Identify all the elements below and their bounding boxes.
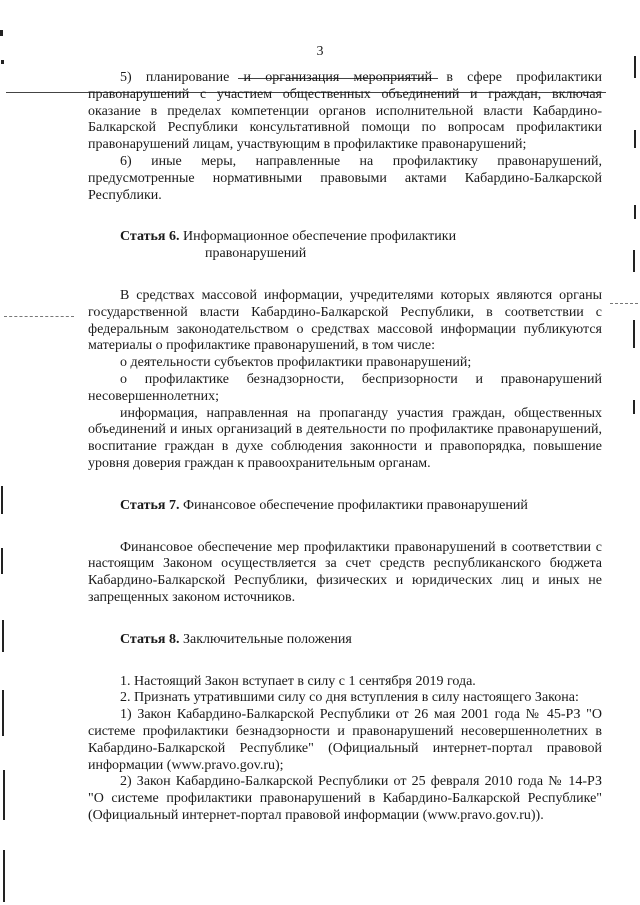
article-8-paragraph-2: 2. Признать утратившими силу со дня вступления в силу настоящего Закона: — [120, 690, 579, 706]
scan-dashed-line-right — [610, 303, 638, 304]
scan-mark-left-3 — [1, 486, 3, 514]
article-6-bullet-1: о деятельности субъектов профилактики правонарушений; — [120, 355, 472, 371]
list-item-5: 5) планирование и организация мероприятий в сфере профилактики правонарушений с участием общественных объединений и граждан, включая оказание в пределах компетенции органов исполнительной власти Кабардино-Балкарской Республики консультативной помощи по вопросам профилактики правонарушений лицам, участвующим в профилактике правонарушений; — [88, 70, 602, 153]
scan-mark-left-7 — [3, 770, 5, 820]
scan-mark-right-4 — [633, 250, 635, 272]
scan-mark-right-2 — [634, 130, 636, 148]
scan-mark-top-left-2 — [1, 60, 4, 64]
document-body — [88, 70, 602, 825]
scan-dashed-line-left — [4, 316, 74, 317]
article-6-intro: В средствах массовой информации, учредителями которых являются органы государственной власти Кабардино-Балкарской Республики, в соответствии с федеральным законодательством о средствах массовой информации публикуются материалы о профилактике правонарушений, в том числе: — [88, 287, 602, 354]
scan-mark-right-3 — [634, 205, 636, 219]
scan-mark-right-5 — [633, 320, 635, 348]
page-number: 3 — [316, 44, 324, 59]
article-6-number: Статья 6. — [120, 229, 180, 245]
scan-mark-left-8 — [3, 850, 5, 902]
article-6-bullet-3: информация, направленная на пропаганду участия граждан, общественных объединений и иных организаций в деятельности по профилактике правонарушений, воспитание граждан в духе соблюдения законности и правопорядка, повышение уровня доверия граждан к правоохранительным органам. — [88, 405, 602, 471]
article-8-paragraph-1: 1. Настоящий Закон вступает в силу с 1 сентября 2019 года. — [120, 673, 476, 689]
list-item-6: 6) иные меры, направленные на профилактику правонарушений, предусмотренные нормативными правовыми актами Кабардино-Балкарской Республики. — [88, 153, 602, 203]
article-6-heading — [88, 229, 602, 263]
article-8-paragraph-4: 2) Закон Кабардино-Балкарской Республики от 25 февраля 2010 года № 14-РЗ "О системе профилактики правонарушений в Кабардино-Балкарской Республике" (Официальный интернет-портал правовой информации (www.pravo.gov.ru)). — [88, 774, 602, 823]
scan-mark-top-left-1 — [0, 30, 3, 36]
article-7-heading — [88, 498, 602, 515]
scan-mark-left-6 — [2, 690, 4, 736]
article-8-number: Статья 8. — [120, 631, 180, 647]
scan-mark-right-6 — [633, 400, 635, 414]
article-8-heading — [88, 632, 602, 649]
article-7-body: Финансовое обеспечение мер профилактики правонарушений в соответствии с настоящим Законом осуществляется за счет средств республиканского бюджета Кабардино-Балкарской Республики, физических и юридических лиц и иных не запрещенных законом источников. — [88, 539, 602, 605]
scan-mark-left-5 — [2, 620, 4, 652]
article-6-title-line1: Информационное обеспечение профилактики — [182, 229, 457, 245]
article-8-paragraph-3: 1) Закон Кабардино-Балкарской Республики от 26 мая 2001 года № 45-РЗ "О системе профилактики безнадзорности и правонарушений несовершеннолетних в Кабардино-Балкарской Республике" (Официальный интернет-портал правовой информации (www.pravo.gov.ru); — [88, 707, 602, 773]
scan-mark-left-4 — [1, 548, 3, 574]
article-6-title-line2: правонарушений — [205, 246, 307, 262]
article-8-title: Заключительные положения — [182, 631, 352, 647]
article-7-title: Финансовое обеспечение профилактики правонарушений — [182, 497, 528, 513]
article-7-number: Статья 7. — [120, 497, 180, 513]
article-6-bullet-2: о профилактике безнадзорности, беспризорности и правонарушений несовершеннолетних; — [88, 371, 602, 404]
